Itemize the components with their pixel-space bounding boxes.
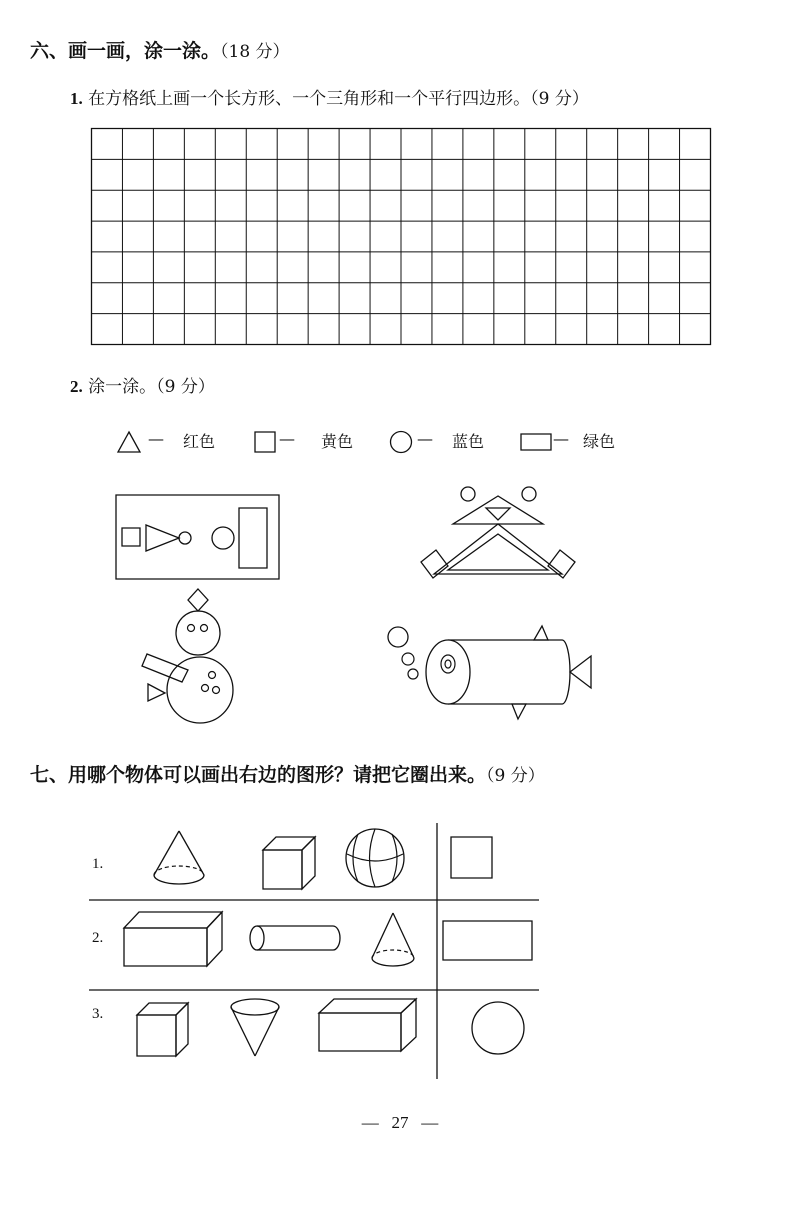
q1-prompt: [70, 84, 589, 109]
q2-number: 2.: [70, 377, 83, 396]
cuboid-icon[interactable]: [316, 996, 420, 1056]
snowman-figure[interactable]: [134, 586, 244, 728]
q1-points: （9 分）: [530, 89, 589, 109]
triangle-icon: [116, 430, 142, 454]
snowman-head[interactable]: [176, 611, 220, 655]
legend-dash-blue: —: [417, 429, 433, 448]
fish-top-fin[interactable]: [534, 626, 548, 640]
page-number-text: 27: [391, 1113, 409, 1132]
section6-points: （18 分）: [220, 42, 290, 62]
snowman-button-3[interactable]: [213, 687, 220, 694]
fish-figure[interactable]: [386, 622, 594, 722]
bear-nose-triangle[interactable]: [486, 508, 510, 520]
row-1-number: 1.: [92, 856, 104, 872]
ball-icon[interactable]: [344, 828, 408, 890]
snowman-button-1[interactable]: [209, 672, 216, 679]
bear-figure[interactable]: [418, 484, 580, 580]
q2-text: 涂一涂。: [88, 377, 157, 397]
snowman-hat-diamond[interactable]: [188, 589, 208, 611]
row-2-number: 2.: [92, 930, 104, 946]
page-number: [0, 1113, 800, 1133]
circle-icon: [389, 430, 413, 454]
cylinder-icon[interactable]: [247, 923, 343, 955]
legend-yellow: 黄色: [321, 432, 354, 451]
bubble-small[interactable]: [408, 669, 418, 679]
fish-bottom-fin[interactable]: [512, 704, 526, 719]
cuboid-icon[interactable]: [121, 908, 227, 970]
section6-title: [30, 36, 290, 63]
bubble-medium[interactable]: [402, 653, 414, 665]
cone-icon[interactable]: [369, 910, 419, 972]
legend-red: 红色: [183, 432, 216, 451]
section7-title: [30, 760, 545, 787]
section7-title-text: 七、用哪个物体可以画出右边的图形？请把它圈出来。: [30, 764, 487, 786]
cone-icon[interactable]: [150, 828, 210, 890]
snowman-right-eye[interactable]: [201, 625, 208, 632]
section6-title-text: 六、画一画，涂一涂。: [30, 40, 221, 62]
cube-icon[interactable]: [134, 1000, 192, 1060]
bubble-large[interactable]: [388, 627, 408, 647]
small-circle[interactable]: [179, 532, 191, 544]
triangle-shape[interactable]: [146, 525, 179, 551]
shapes-box-figure[interactable]: [115, 494, 280, 580]
grid-paper[interactable]: [91, 128, 711, 345]
q2-prompt: [70, 372, 215, 397]
circle-icon: [470, 1000, 526, 1056]
bear-left-ear[interactable]: [461, 487, 475, 501]
snowman-left-eye[interactable]: [188, 625, 195, 632]
cube-icon[interactable]: [260, 834, 320, 892]
q2-points: （9 分）: [156, 377, 215, 397]
inverted-cone-icon[interactable]: [228, 996, 284, 1060]
circle-shape[interactable]: [212, 527, 234, 549]
square-icon: [254, 431, 276, 453]
q1-text: 在方格纸上画一个长方形、一个三角形和一个平行四边形。: [88, 89, 531, 109]
page-dash-right: —: [421, 1113, 439, 1132]
snowman-arm-rectangle[interactable]: [142, 654, 188, 682]
section7-points: （9 分）: [486, 766, 545, 786]
bear-right-ear[interactable]: [522, 487, 536, 501]
snowman-body[interactable]: [167, 657, 233, 723]
rectangle-icon: [442, 920, 534, 962]
legend-blue: 蓝色: [452, 432, 485, 451]
legend-dash-red: —: [148, 429, 164, 448]
fish-tail-triangle[interactable]: [570, 656, 591, 688]
legend-dash-green: —: [553, 429, 569, 448]
row-3-number: 3.: [92, 1006, 104, 1022]
fish-head-ellipse[interactable]: [426, 640, 470, 704]
legend-green: 绿色: [583, 432, 616, 451]
small-square[interactable]: [122, 528, 140, 546]
snowman-button-2[interactable]: [202, 685, 209, 692]
legend-dash-yellow: —: [279, 429, 295, 448]
rectangle-icon: [520, 433, 552, 451]
tall-rectangle[interactable]: [239, 508, 267, 568]
square-icon: [450, 836, 494, 880]
page-dash-left: —: [361, 1113, 379, 1132]
q1-number: 1.: [70, 89, 83, 108]
snowman-flag-triangle[interactable]: [148, 684, 165, 701]
